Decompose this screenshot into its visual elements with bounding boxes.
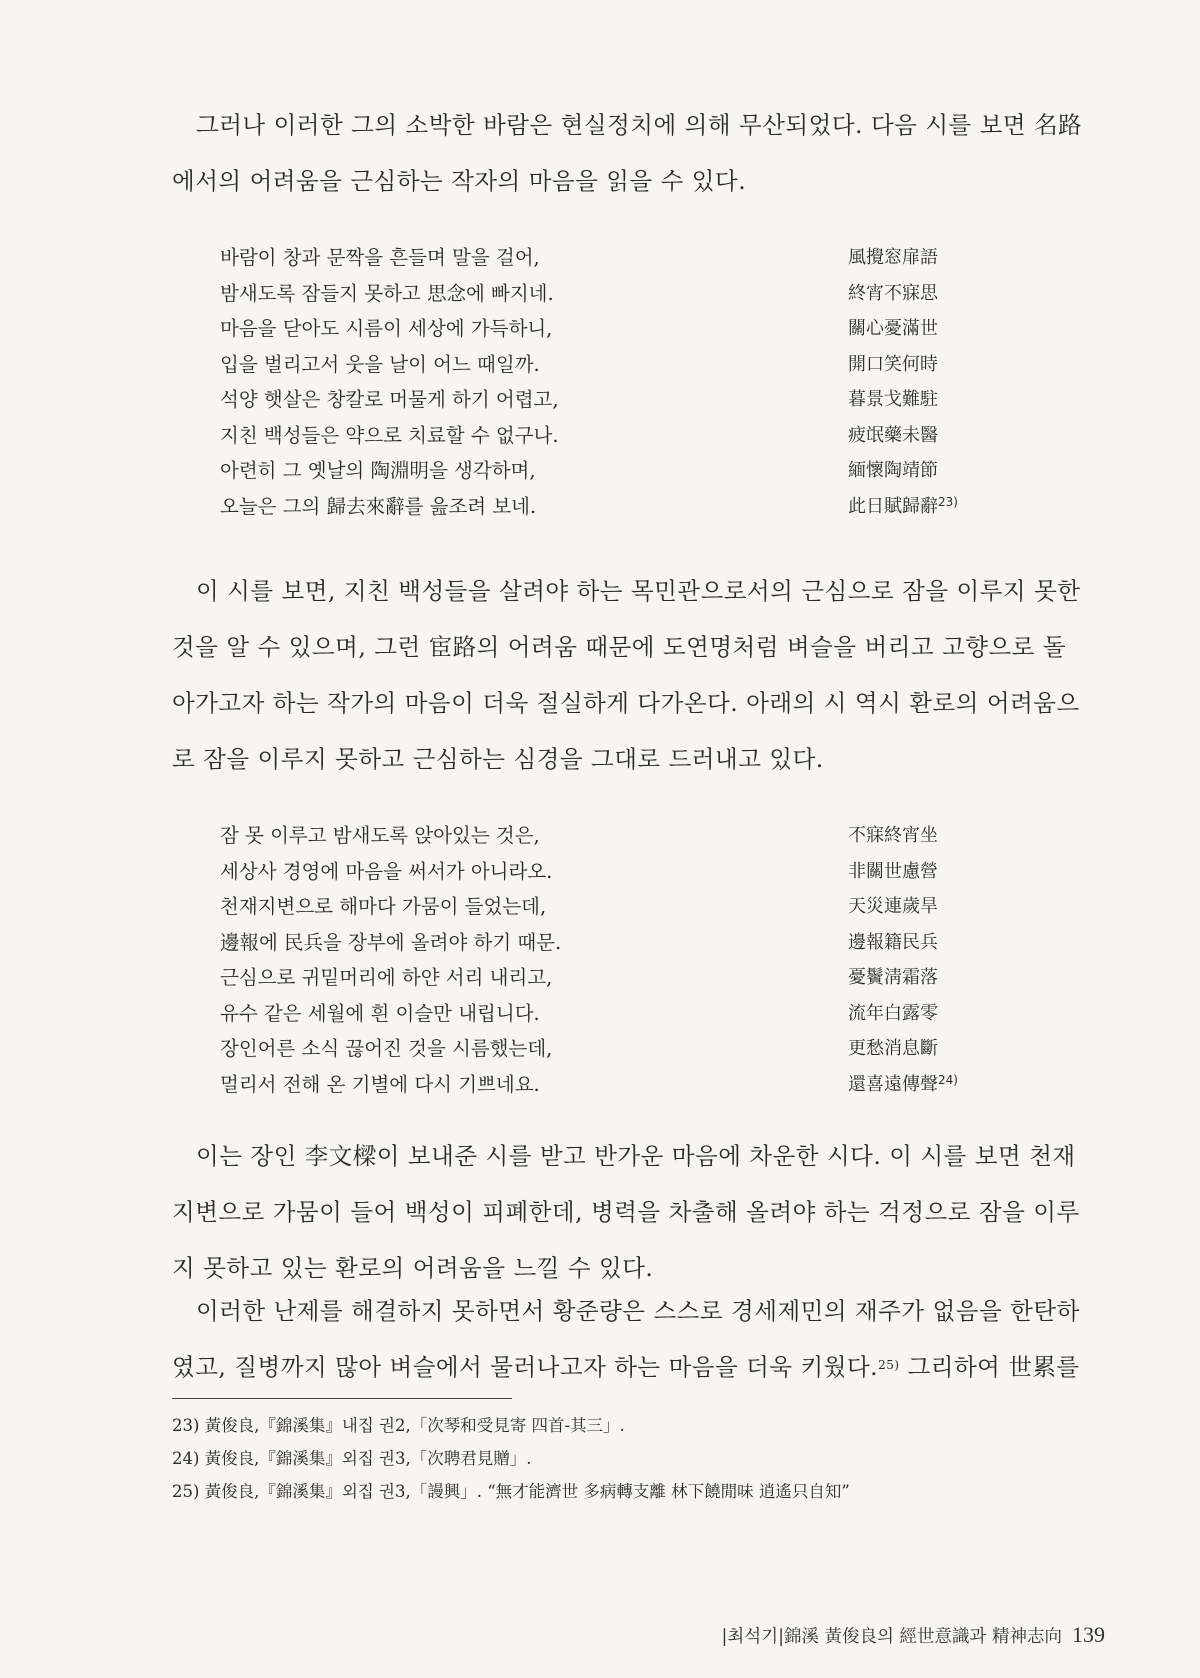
poem-hanja — [848, 1067, 958, 1103]
poem-line — [220, 489, 980, 525]
text-segment: 그리하여 世累를 — [899, 1353, 1080, 1381]
poem-line — [220, 276, 980, 312]
poem-line — [220, 453, 980, 489]
poem-hanja: 更愁消息斷 — [848, 1038, 938, 1059]
poem-korean: 입을 벌리고서 웃을 날이 어느 때일까. — [220, 352, 540, 376]
poem-line — [220, 1067, 980, 1103]
poem-korean: 밤새도록 잠들지 못하고 思念에 빠지네. — [220, 281, 554, 305]
poem-hanja: 風攪窓扉語 — [848, 247, 938, 268]
footnote-divider — [172, 1398, 512, 1399]
poem-block-1 — [220, 240, 980, 524]
poem-korean: 바람이 창과 문짝을 흔들며 말을 걸어, — [220, 246, 540, 269]
poem-hanja: 天災連歲旱 — [848, 896, 938, 917]
text-line: 지 못하고 있는 환로의 어려움을 느낄 수 있다. — [172, 1254, 654, 1282]
poem-korean: 잠 못 이루고 밤새도록 앉아있는 것은, — [220, 824, 540, 847]
text-line: 에서의 어려움을 근심하는 작자의 마음을 읽을 수 있다. — [172, 167, 747, 195]
poem-line — [220, 311, 980, 347]
poem-line — [220, 818, 980, 854]
poem-line — [220, 240, 980, 276]
page-number: 139 — [1072, 1622, 1105, 1647]
poem-hanja: 邊報籍民兵 — [848, 931, 938, 953]
poem-hanja: 疲氓藥未醫 — [848, 424, 938, 446]
body-paragraph-1 — [172, 97, 1107, 209]
text-line: 아가고자 하는 작가의 마음이 더욱 절실하게 다가온다. 아래의 시 역시 환로의 어려움으 — [172, 689, 1080, 717]
poem-korean: 유수 같은 세월에 흰 이슬만 내립니다. — [220, 1001, 540, 1025]
footnotes — [172, 1409, 1072, 1508]
running-head: |최석기|錦溪 黃俊良의 經世意識과 精神志向 — [721, 1627, 1062, 1647]
poem-line — [220, 925, 980, 961]
poem-hanja: 緬懷陶靖節 — [848, 460, 938, 481]
poem-korean: 邊報에 民兵을 장부에 올려야 하기 때문. — [220, 930, 562, 954]
poem-block-2 — [220, 818, 980, 1102]
poem-korean: 지친 백성들은 약으로 치료할 수 없구나. — [220, 423, 559, 447]
running-footer — [721, 1622, 1105, 1648]
poem-korean: 석양 햇살은 창칼로 머물게 하기 어렵고, — [220, 388, 559, 411]
poem-hanja: 終宵不寐思 — [848, 282, 938, 304]
footnote-ref: 24) — [938, 1072, 958, 1087]
poem-line — [220, 960, 980, 996]
poem-hanja: 開口笑何時 — [848, 353, 938, 375]
footnote-ref: 25) — [878, 1358, 900, 1372]
text-line: 지변으로 가뭄이 들어 백성이 피폐한데, 병력을 차출해 올려야 하는 걱정으로 잠을 이루 — [172, 1198, 1080, 1226]
body-paragraph-2 — [172, 563, 1107, 787]
poem-korean: 멀리서 전해 온 기별에 다시 기쁘네요. — [220, 1072, 540, 1096]
body-paragraph-4 — [172, 1283, 1107, 1395]
poem-hanja — [848, 489, 958, 525]
poem-hanja: 暮景戈難駐 — [848, 389, 938, 410]
poem-hanja: 憂鬢淸霜落 — [848, 967, 938, 988]
text-line: 것을 알 수 있으며, 그런 宦路의 어려움 때문에 도연명처럼 벼슬을 버리고 고향으로 돌 — [172, 633, 1067, 661]
poem-korean: 아련히 그 옛날의 陶淵明을 생각하며, — [220, 459, 536, 482]
footnote-24: 24) 黃俊良,『錦溪集』외집 권3,「次聘君見贈」. — [172, 1449, 532, 1468]
poem-korean: 마음을 닫아도 시름이 세상에 가득하니, — [220, 317, 553, 340]
poem-korean: 오늘은 그의 歸去來辭를 읊조려 보네. — [220, 494, 537, 518]
poem-hanja: 關心憂滿世 — [848, 318, 938, 339]
poem-line — [220, 996, 980, 1032]
poem-line — [220, 889, 980, 925]
text-segment: 였고, 질병까지 많아 벼슬에서 물러나고자 하는 마음을 더욱 키웠다. — [172, 1353, 879, 1381]
poem-line — [220, 854, 980, 890]
poem-hanja: 流年白露零 — [848, 1002, 938, 1024]
text-line: 로 잠을 이루지 못하고 근심하는 심경을 그대로 드러내고 있다. — [172, 745, 824, 773]
text-line — [172, 1339, 1107, 1395]
body-paragraph-3 — [172, 1128, 1107, 1296]
poem-line — [220, 382, 980, 418]
poem-korean: 장인어른 소식 끊어진 것을 시름했는데, — [220, 1037, 553, 1060]
text-line: 이는 장인 李文樑이 보내준 시를 받고 반가운 마음에 차운한 시다. 이 시를 보면 천재 — [196, 1142, 1076, 1170]
poem-line — [220, 418, 980, 454]
footnote-23: 23) 黃俊良,『錦溪集』내집 권2,「次琴和受見寄 四首-其三」. — [172, 1416, 625, 1435]
poem-hanja: 非關世慮營 — [848, 860, 938, 882]
text-line: 그러나 이러한 그의 소박한 바람은 현실정치에 의해 무산되었다. 다음 시를 보면 名路 — [196, 111, 1083, 139]
poem-korean: 근심으로 귀밑머리에 하얀 서리 내리고, — [220, 966, 553, 989]
text-line: 이러한 난제를 해결하지 못하면서 황준량은 스스로 경세제민의 재주가 없음을 한탄하 — [196, 1297, 1080, 1325]
footnote-ref: 23) — [938, 494, 958, 509]
poem-line — [220, 1031, 980, 1067]
poem-korean: 세상사 경영에 마음을 써서가 아니라오. — [220, 859, 553, 883]
poem-hanja-text: 此日賦歸辭 — [848, 495, 938, 517]
poem-line — [220, 347, 980, 383]
footnote-25: 25) 黃俊良,『錦溪集』외집 권3,「謾興」. “無才能濟世 多病轉支離 林下饒閒味 逍遙只自知” — [172, 1482, 850, 1501]
poem-korean: 천재지변으로 해마다 가뭄이 들었는데, — [220, 895, 547, 918]
poem-hanja-text: 還喜遠傳聲 — [848, 1073, 938, 1095]
text-line: 이 시를 보면, 지친 백성들을 살려야 하는 목민관으로서의 근심으로 잠을 이루지 못한 — [196, 577, 1081, 605]
poem-hanja: 不寐終宵坐 — [848, 825, 938, 846]
